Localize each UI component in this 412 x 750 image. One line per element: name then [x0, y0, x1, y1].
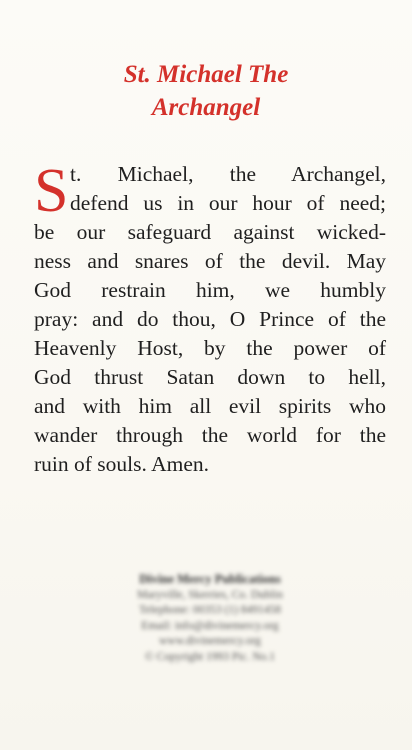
- publisher-email: Email: info@divinemercy.org: [141, 619, 279, 632]
- prayer-title: [0, 58, 412, 124]
- prayer-line: Heavenly Host, by the power of: [34, 336, 386, 360]
- prayer-line: be our safeguard against wicked-: [34, 220, 386, 244]
- prayer-line: ruin of souls. Amen.: [34, 452, 209, 476]
- prayer-line: ness and snares of the devil. May: [34, 249, 386, 273]
- prayer-line: God restrain him, we humbly: [34, 278, 386, 302]
- publisher-phone: Telephone: 00353 (1) 8491458: [139, 604, 281, 616]
- title-line-2: Archangel: [151, 94, 261, 121]
- prayer-line: defend us in our hour of need;: [70, 191, 386, 215]
- publisher-info: [60, 572, 360, 665]
- prayer-text: [34, 157, 386, 479]
- publisher-name: Divine Mercy Publications: [139, 572, 281, 586]
- title-line-1: St. Michael The: [123, 61, 289, 88]
- publisher-address: Maryville, Skerries, Co. Dublin: [137, 588, 283, 601]
- drop-cap: S: [34, 157, 69, 225]
- prayer-line: pray: and do thou, O Prince of the: [34, 307, 386, 331]
- publisher-copyright: © Copyright 1993 Pic. No.1: [144, 650, 276, 663]
- prayer-line: and with him all evil spirits who: [34, 394, 386, 418]
- prayer-line: wander through the world for the: [34, 423, 386, 447]
- publisher-website: www.divinemercy.org: [159, 635, 261, 647]
- prayer-line: t. Michael, the Archangel,: [70, 162, 386, 186]
- prayer-line: God thrust Satan down to hell,: [34, 365, 386, 389]
